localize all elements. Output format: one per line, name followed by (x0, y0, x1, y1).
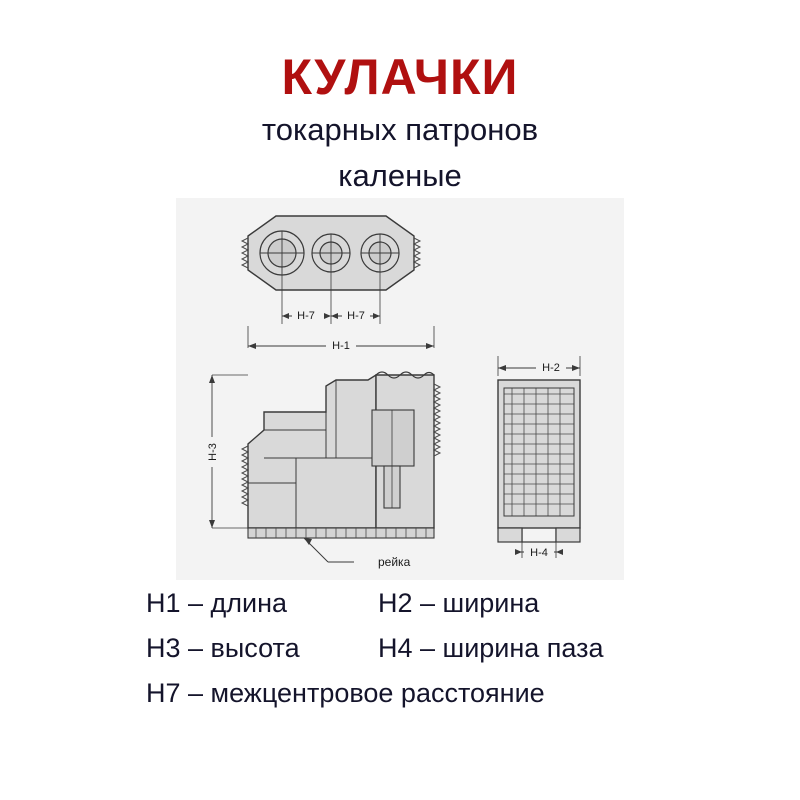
legend-h7: H7 – межцентровое расстояние (146, 678, 545, 708)
legend-h1: H1 – длина (146, 588, 288, 618)
legend-h4: H4 – ширина паза (378, 633, 604, 663)
legend-h3: H3 – высота (146, 633, 300, 663)
technical-drawing (176, 198, 624, 580)
page-title: КУЛАЧКИ (281, 49, 519, 105)
legend-row (0, 633, 800, 664)
legend-row (0, 678, 800, 709)
page-subtitle-line1: токарных патронов (261, 112, 539, 147)
dim-label-h3: H-3 (207, 443, 219, 461)
dim-label-h7-right: H-7 (347, 310, 365, 322)
dim-label-h1: H-1 (332, 340, 350, 352)
legend-row (0, 588, 800, 619)
dim-label-h7-left: H-7 (297, 310, 315, 322)
dim-label-h2: H-2 (542, 362, 560, 374)
dim-label-h4: H-4 (530, 547, 548, 559)
legend (0, 588, 800, 723)
legend-h2: H2 – ширина (378, 588, 540, 618)
end-view (498, 356, 580, 558)
rack-callout-label: рейка (378, 555, 411, 569)
page-subtitle-line2: каленые (338, 158, 462, 193)
